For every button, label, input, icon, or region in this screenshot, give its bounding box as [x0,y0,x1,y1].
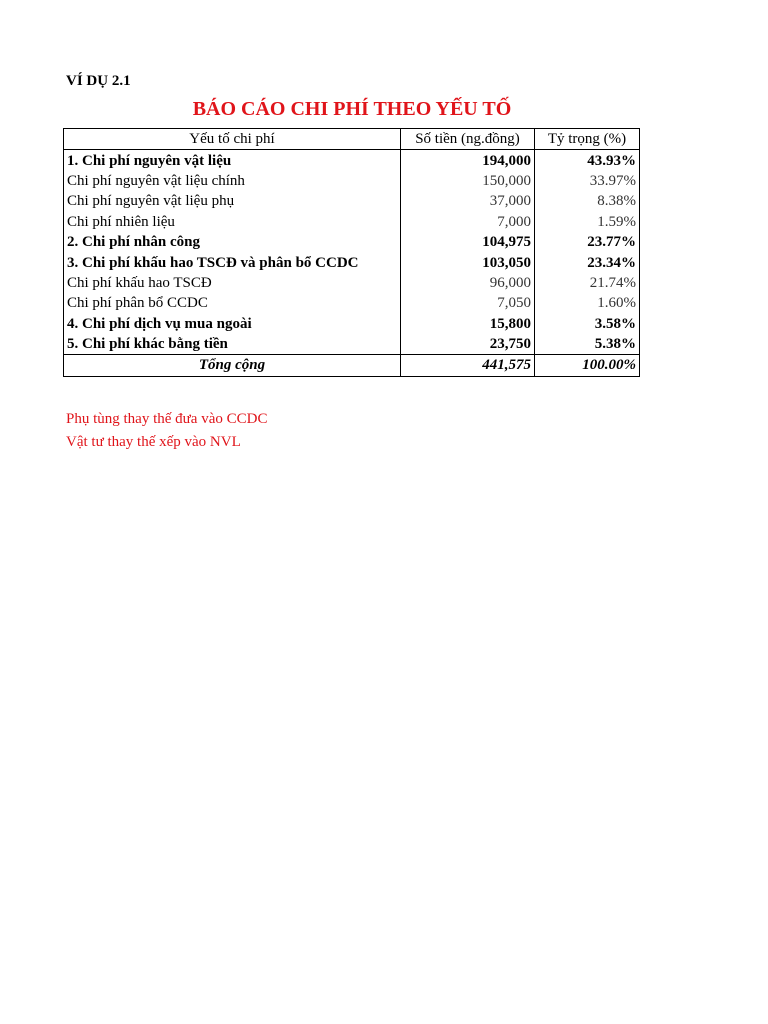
cost-table [63,128,640,377]
header-cost-element: Yếu tố chi phí [64,129,401,150]
row-label: Chi phí nhiên liệu [64,212,401,232]
row-amount: 103,050 [401,252,535,272]
table-row [64,171,640,191]
total-percent: 100.00% [535,355,640,376]
table-row [64,150,640,171]
table-row [64,293,640,313]
row-percent: 3.58% [535,314,640,334]
row-label: Chi phí nguyên vật liệu phụ [64,191,401,211]
example-label: VÍ DỤ 2.1 [66,73,131,89]
row-label: Chi phí phân bổ CCDC [64,293,401,313]
row-amount: 104,975 [401,232,535,252]
row-label: 1. Chi phí nguyên vật liệu [64,150,401,171]
row-amount: 96,000 [401,273,535,293]
row-label: Chi phí khấu hao TSCĐ [64,273,401,293]
note-spare-parts: Phụ tùng thay thế đưa vào CCDC [66,411,268,427]
row-label: 5. Chi phí khác bằng tiền [64,334,401,355]
header-amount: Số tiền (ng.đồng) [401,129,535,150]
row-label: Chi phí nguyên vật liệu chính [64,171,401,191]
row-percent: 1.60% [535,293,640,313]
row-percent: 8.38% [535,191,640,211]
table-row [64,252,640,272]
row-amount: 15,800 [401,314,535,334]
row-amount: 150,000 [401,171,535,191]
total-amount: 441,575 [401,355,535,376]
row-label: 2. Chi phí nhân công [64,232,401,252]
total-label: Tổng cộng [64,355,401,376]
row-percent: 21.74% [535,273,640,293]
table-row [64,212,640,232]
report-title: BÁO CÁO CHI PHÍ THEO YẾU TỐ [192,98,512,120]
table-body [64,150,640,355]
note-replacement-materials: Vật tư thay thế xếp vào NVL [66,434,241,450]
row-amount: 7,050 [401,293,535,313]
table-row [64,273,640,293]
row-label: 3. Chi phí khấu hao TSCĐ và phân bổ CCDC [64,252,401,272]
row-amount: 7,000 [401,212,535,232]
row-percent: 33.97% [535,171,640,191]
row-percent: 1.59% [535,212,640,232]
header-percent: Tỷ trọng (%) [535,129,640,150]
row-amount: 194,000 [401,150,535,171]
row-amount: 23,750 [401,334,535,355]
table-row [64,191,640,211]
row-percent: 23.34% [535,252,640,272]
total-row [64,355,640,376]
table-header-row [64,129,640,150]
row-percent: 43.93% [535,150,640,171]
row-amount: 37,000 [401,191,535,211]
table-row [64,232,640,252]
table-row [64,334,640,355]
row-label: 4. Chi phí dịch vụ mua ngoài [64,314,401,334]
table-row [64,314,640,334]
row-percent: 5.38% [535,334,640,355]
row-percent: 23.77% [535,232,640,252]
